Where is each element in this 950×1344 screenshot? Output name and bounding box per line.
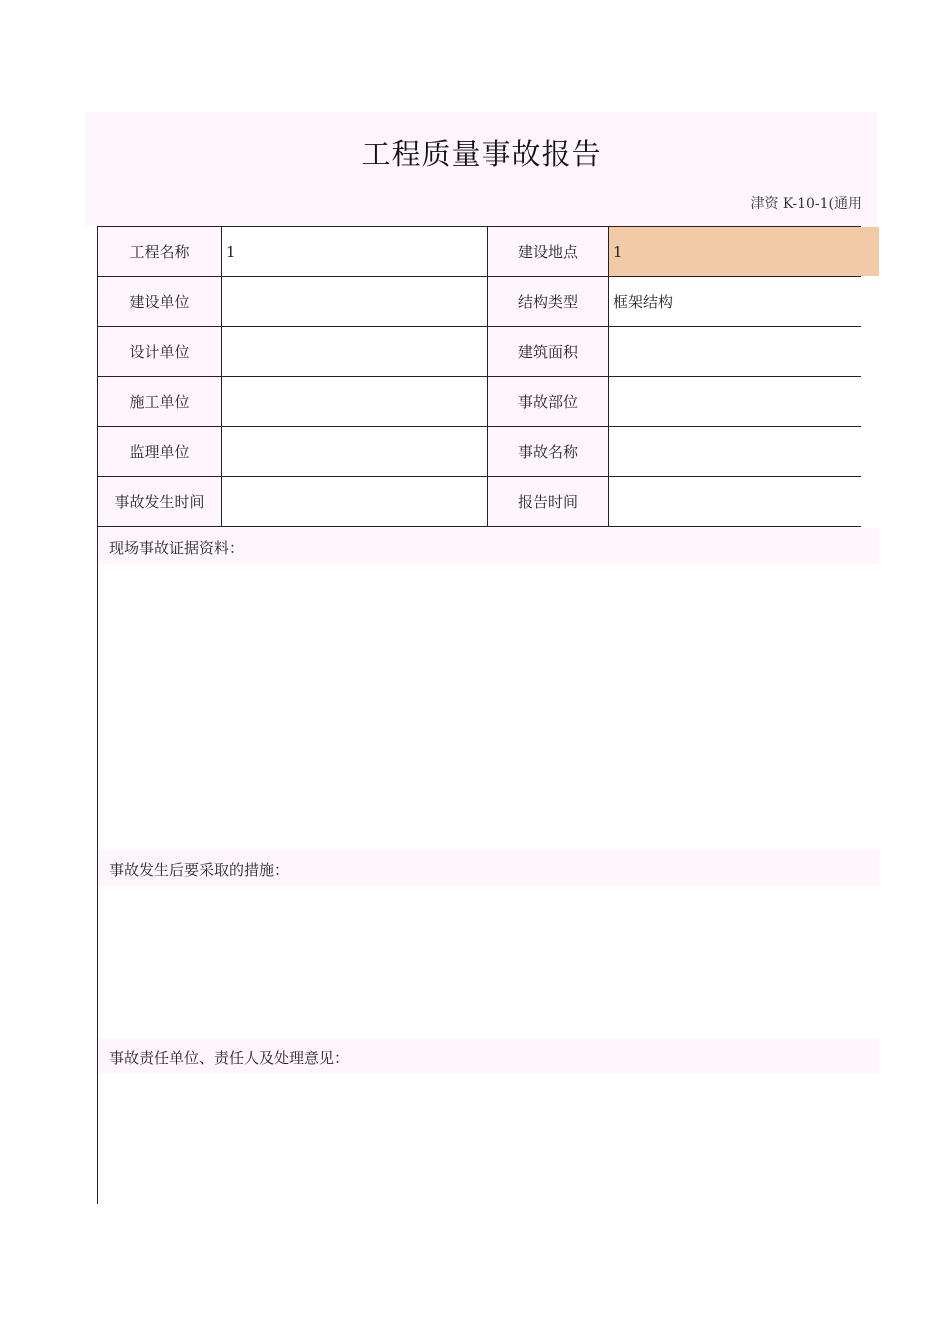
label-report-time: 报告时间	[488, 477, 609, 526]
field-accident-time[interactable]	[222, 477, 488, 526]
label-accident-name: 事故名称	[488, 427, 609, 476]
section-evidence[interactable]	[97, 528, 860, 850]
field-owner-unit[interactable]	[222, 277, 488, 326]
label-accident-time: 事故发生时间	[98, 477, 222, 526]
report-sheet	[85, 112, 878, 1204]
label-supervision-unit: 监理单位	[98, 427, 222, 476]
section-evidence-label: 现场事故证据资料：	[98, 528, 879, 564]
label-structure-type: 结构类型	[488, 277, 609, 326]
report-title: 工程质量事故报告	[361, 137, 602, 171]
info-row	[98, 327, 861, 377]
section-measures-label: 事故发生后要采取的措施：	[98, 850, 879, 886]
label-owner-unit: 建设单位	[98, 277, 222, 326]
info-row	[98, 277, 861, 327]
label-construction-unit: 施工单位	[98, 377, 222, 426]
field-structure-type[interactable]: 框架结构	[613, 293, 674, 311]
info-row	[98, 427, 861, 477]
field-construction-unit[interactable]	[222, 377, 488, 426]
field-design-unit[interactable]	[222, 327, 488, 376]
section-measures[interactable]	[97, 850, 860, 1038]
header-band	[85, 112, 878, 226]
field-construction-site[interactable]: 1	[609, 227, 879, 276]
field-report-time[interactable]	[609, 477, 861, 526]
section-responsibility[interactable]	[97, 1038, 860, 1204]
form-code: 津资 K-10-1(通用	[750, 196, 862, 212]
field-accident-name[interactable]	[609, 427, 861, 476]
field-building-area[interactable]	[609, 327, 861, 376]
info-grid	[97, 226, 861, 529]
label-accident-location: 事故部位	[488, 377, 609, 426]
info-row	[98, 477, 861, 527]
info-row	[98, 227, 861, 277]
section-responsibility-label: 事故责任单位、责任人及处理意见：	[98, 1038, 879, 1074]
info-row	[98, 377, 861, 427]
field-accident-location[interactable]	[609, 377, 861, 426]
label-building-area: 建筑面积	[488, 327, 609, 376]
field-project-name[interactable]: 1	[222, 227, 488, 276]
field-supervision-unit[interactable]	[222, 427, 488, 476]
label-construction-site: 建设地点	[488, 227, 609, 276]
label-design-unit: 设计单位	[98, 327, 222, 376]
label-project-name: 工程名称	[98, 227, 222, 276]
